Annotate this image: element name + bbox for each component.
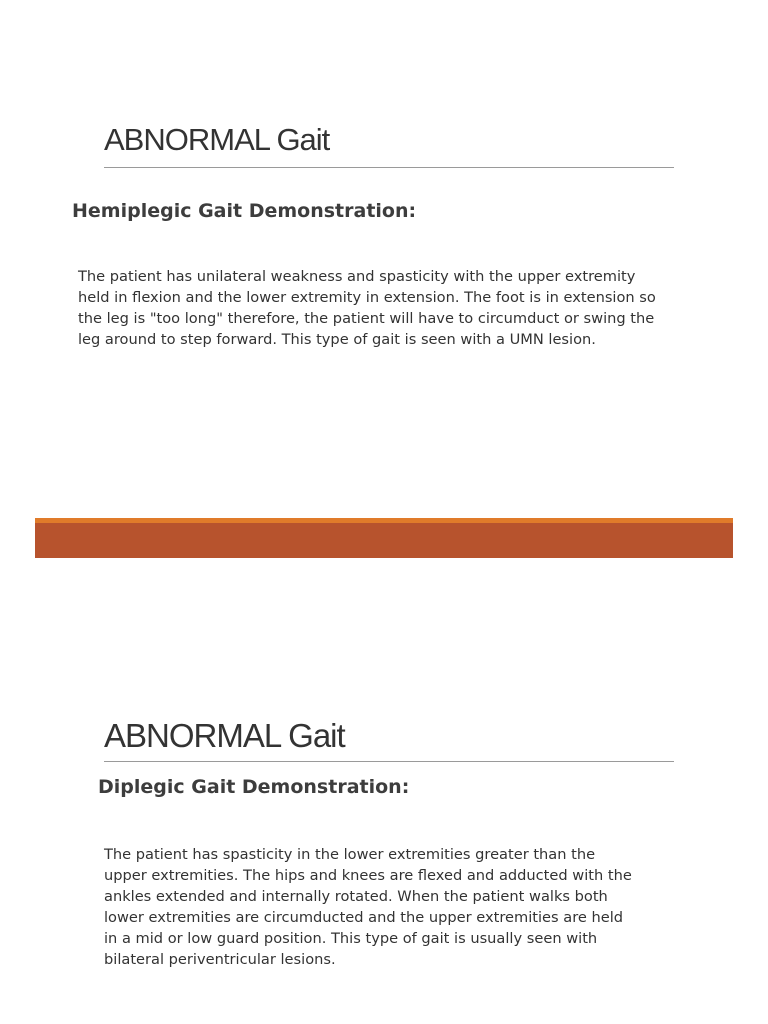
body-line: bilateral periventricular lesions. (104, 951, 336, 968)
body-line: ankles extended and internally rotated. When the patient walks both (104, 888, 608, 905)
slide-subtitle: Hemiplegic Gait Demonstration: (72, 200, 417, 222)
body-line: in a mid or low guard position. This type of gait is usually seen with (104, 930, 598, 947)
body-line: held in flexion and the lower extremity in extension. The foot is in extension so (78, 289, 656, 306)
divider-main-band (35, 523, 733, 558)
body-line: The patient has unilateral weakness and spasticity with the upper extremity (78, 268, 636, 285)
body-line: lower extremities are circumducted and the upper extremities are held (104, 909, 624, 926)
body-line: leg around to step forward. This type of gait is seen with a UMN lesion. (78, 331, 596, 348)
slide-body (104, 844, 694, 970)
slide-title: ABNORMAL Gait (104, 717, 345, 754)
title-underline (104, 167, 674, 168)
slide-subtitle: Diplegic Gait Demonstration: (98, 776, 410, 798)
title-underline (104, 761, 674, 762)
slide-diplegic-gait (0, 560, 768, 1024)
slide-body (78, 266, 708, 350)
slide-title: ABNORMAL Gait (104, 122, 330, 157)
body-line: The patient has spasticity in the lower extremities greater than the (104, 846, 596, 863)
body-line: the leg is "too long" therefore, the patient will have to circumduct or swing the (78, 310, 655, 327)
body-line: upper extremities. The hips and knees are flexed and adducted with the (104, 867, 632, 884)
slide-divider-band (35, 518, 733, 558)
